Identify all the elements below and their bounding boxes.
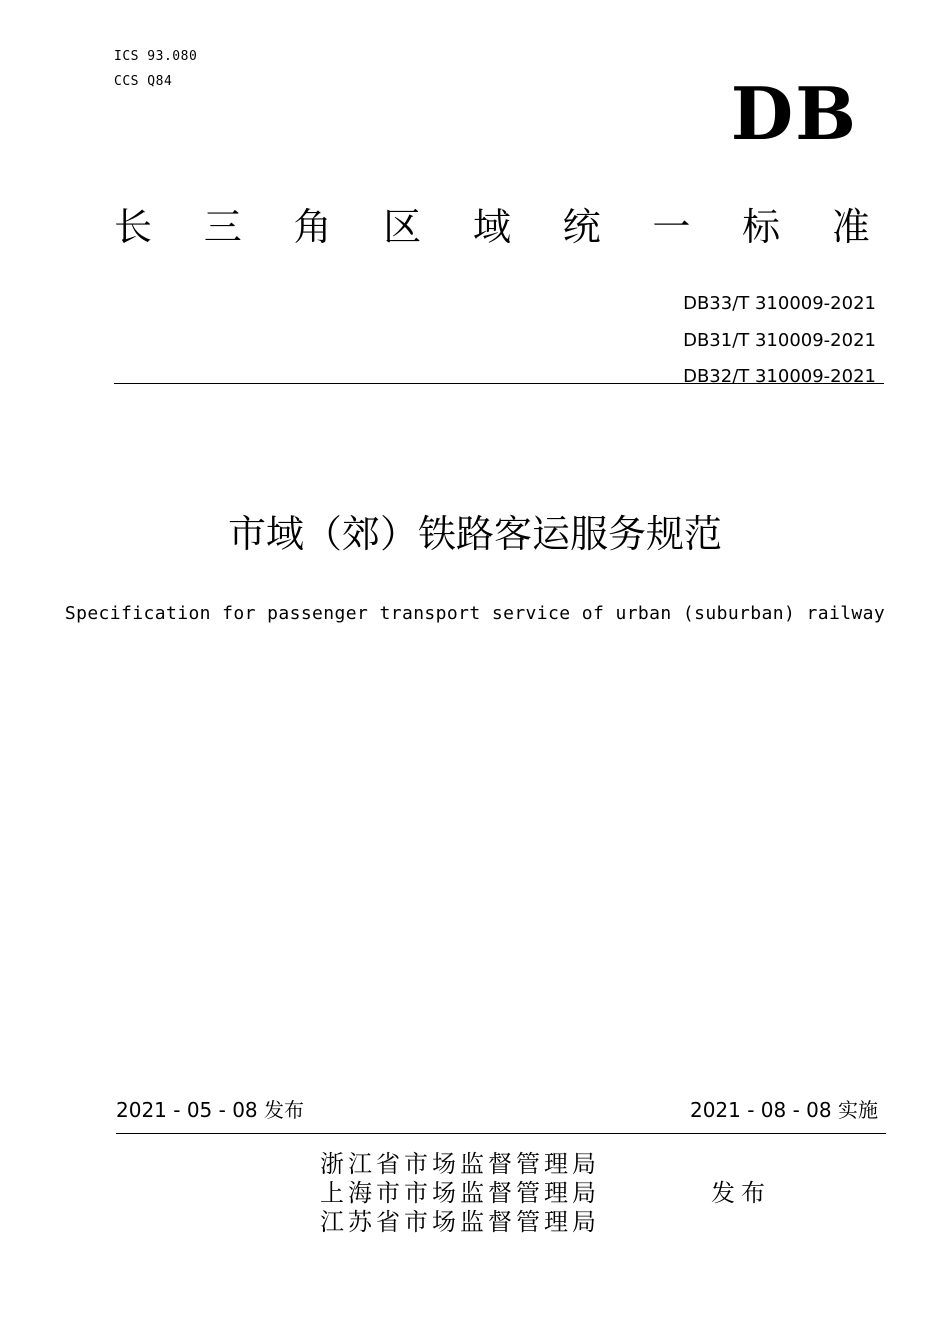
standard-type-char: 标 xyxy=(742,205,781,249)
db-standard-mark: DB xyxy=(730,71,858,156)
standard-type-char: 域 xyxy=(472,205,511,249)
footer-divider xyxy=(116,1133,886,1134)
ccs-code: CCS Q84 xyxy=(114,74,173,89)
issuer-jiangsu: 江苏省市场监督管理局 xyxy=(320,1208,600,1236)
standard-type-title xyxy=(114,205,870,249)
standard-type-char: 长 xyxy=(114,205,153,249)
publish-date: 2021 - 05 - 08 发布 xyxy=(116,1098,305,1122)
standard-type-char: 一 xyxy=(652,205,691,249)
standard-number-jiangsu: DB32/T 310009-2021 xyxy=(683,366,876,387)
header-divider xyxy=(114,383,884,384)
standard-type-char: 区 xyxy=(383,205,422,249)
standard-number-zhejiang: DB33/T 310009-2021 xyxy=(683,293,876,314)
standard-type-char: 统 xyxy=(562,205,601,249)
document-title-english: Specification for passenger transport service of urban (suburban) railway xyxy=(64,603,886,624)
issue-label: 发布 xyxy=(711,1179,771,1207)
document-title-chinese: 市域（郊）铁路客运服务规范 xyxy=(227,512,722,556)
standard-number-shanghai: DB31/T 310009-2021 xyxy=(683,329,876,351)
implement-date: 2021 - 08 - 08 实施 xyxy=(689,1098,878,1122)
issuing-authorities xyxy=(320,1150,600,1237)
ics-code: ICS 93.080 xyxy=(114,49,198,64)
issuer-shanghai: 上海市市场监督管理局 xyxy=(320,1179,600,1207)
standard-type-char: 角 xyxy=(293,205,332,249)
standard-type-char: 准 xyxy=(831,205,870,249)
standard-numbers xyxy=(683,286,876,396)
issuer-zhejiang: 浙江省市场监督管理局 xyxy=(320,1150,600,1178)
standard-type-char: 三 xyxy=(203,205,242,249)
